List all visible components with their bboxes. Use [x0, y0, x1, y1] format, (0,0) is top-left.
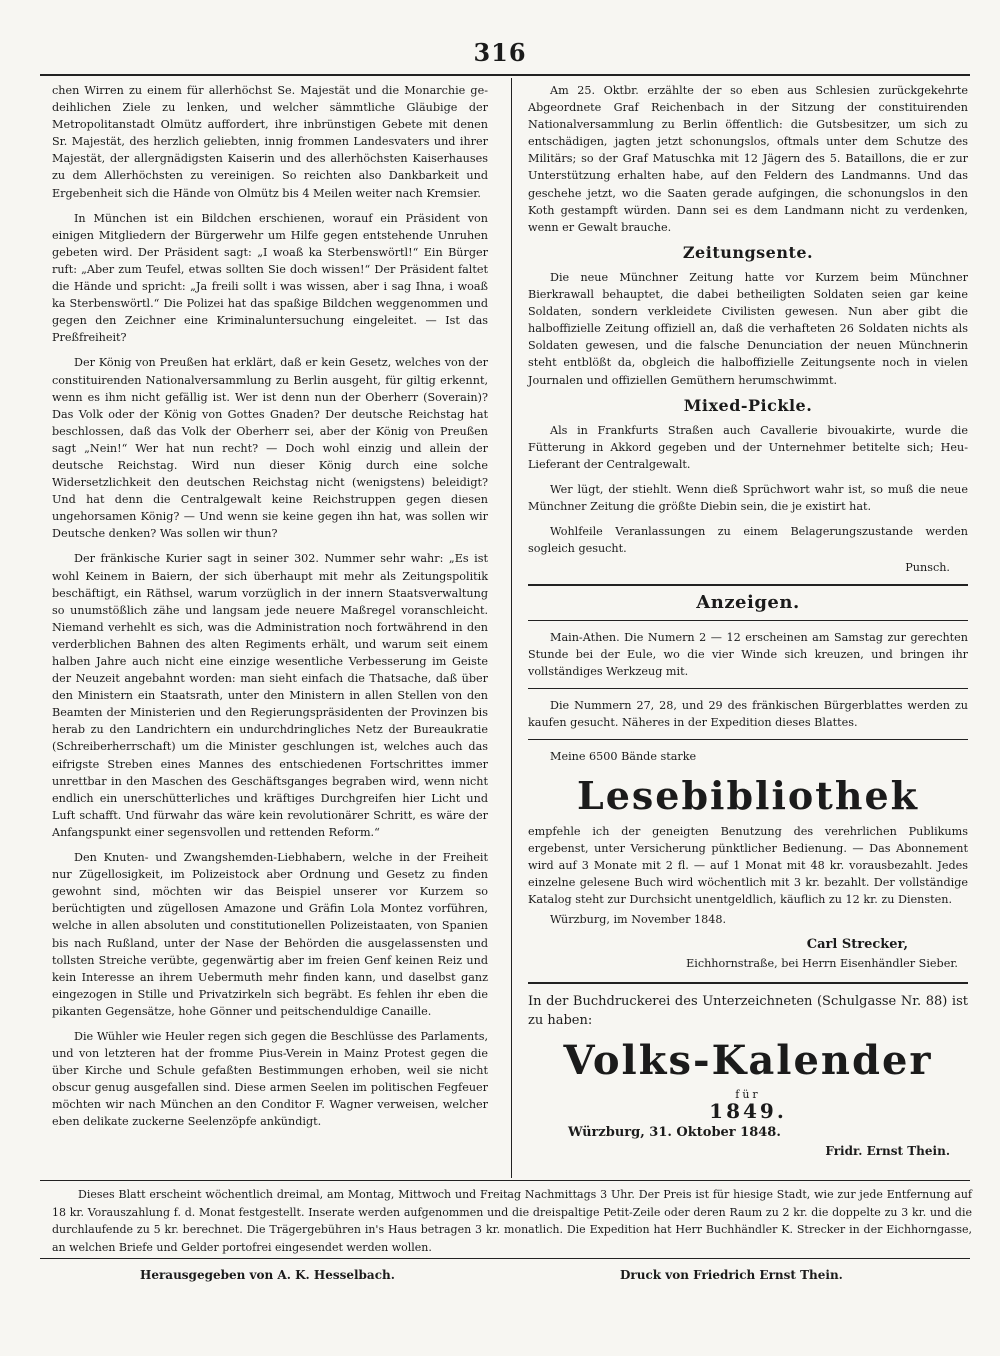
- top-rule: [40, 74, 970, 76]
- advertisement: Main-Athen. Die Numern 2 — 12 erscheinen am Samstag zur gerechten Stunde bei der Eule, wo die vier Winde sich kreuzen, und bringen ihr vollständiges Werkzeug mit.: [528, 630, 968, 678]
- article-paragraph: Der König von Preußen hat erklärt, daß er kein Gesetz, welches von der constituirenden Nationalversammlung zu Berlin ausgeht, für giltig erkennt, wenn es ihm nicht gefällig ist. Wer ist denn nun der Oberherr (Soverain)? Das Volk oder der König von Gottes Gnaden? Der deutsche Reichstag hat beschlossen, daß das Volk der Oberherr sei, aber der König von Preußen sagt „Nein!“ Wer hat nun recht? — Doch wohl einzig und allein der deutsche Reichstag. Wird nun dieser König durch eine solche Widersetzlichkeit den deutschen Reichstag nicht (wenigstens) beleidigt? Und hat denn die Centralgewalt keine Reichstruppen gegen diesen ungehorsamen König? — Und wenn sie keine gegen ihn hat, was sollen wir Deutsche denken? Was sollen wir thun?: [52, 356, 488, 541]
- article-paragraph: Am 25. Oktbr. erzählte der so eben aus Schlesien zurückgekehrte Abgeordnete Graf Reichenbach in der Sitzung der constituirenden Nationalversammlung zu Berlin öffentlich: die Gutsbesitzer, um sich zu entschädigen, jagten jetzt schonungslos, oftmals unter dem Schutze des Militärs; so der Graf Matuschka mit 12 Jägern des 5. Bataillons, die er zur Unterstützung erhalten habe, auf den Feldern des Landmanns. Und das geschehe jetzt, wo die Saaten gerade aufgingen, die schonungslos in den Koth gestampft würden. Dann sei es dem Landmann nicht zu verdenken, wenn er Gewalt brauche.: [528, 84, 968, 234]
- advertisement-intro: Meine 6500 Bände starke: [550, 750, 697, 763]
- page-number: 316: [473, 38, 527, 67]
- article-paragraph: Den Knuten- und Zwangshemden-Liebhabern, welche in der Freiheit nur Zügellosigkeit, im Polizeistock aber Ordnung und Gesetz zu finden gewohnt sind, möchten wir das Beispiel unserer vor Kurzem so berüchtigten und zügellosen Amazone und Gräfin Lola Montez vorführen, welche in allen absoluten und constitutionellen Polizeistaaten, von Spanien bis nach Rußland, unter der Nase der Behörden die ausgelassensten und tollsten Streiche verübte, gegenwärtig aber im freien Genf keinen Reiz und kein Interesse an ihrem Uebermuth mehr finden kann, und daselbst ganz eingezogen in Stille und Privatzirkeln sich begräbt. Es fehlen ihr eben die pikanten Gegensätze, hohe Gönner und peitschenduldige Canaille.: [52, 851, 488, 1018]
- article-paragraph: In München ist ein Bildchen erschienen, worauf ein Präsident von einigen Mitgliedern der Bürgerwehr um Hilfe gegen entstehende Unruhen gebeten wird. Der Präsident sagt: „I woaß ka Sterbenswörtl!“ Ein Bürger ruft: „Aber zum Teufel, etwas sollten Sie doch wissen!“ Der Präsident faltet die Hände und spricht: „Ja freili sollt i was wissen, aber i sag Ihna, i woaß ka Sterbenswörtl.“ Die Polizei hat das spaßige Bildchen weggenommen und gegen den Zeichner eine Kriminaluntersuchung eingeleitet. — Ist das Preßfreiheit?: [52, 211, 488, 345]
- advertiser-name: Carl Strecker,: [806, 936, 908, 952]
- left-column: [52, 82, 488, 1139]
- divider: [528, 584, 968, 586]
- signature: Punsch.: [905, 561, 950, 575]
- footer-rule: [40, 1180, 970, 1181]
- article-paragraph: chen Wirren zu einem für allerhöchst Se. Majestät und die Monarchie ge-deihlichen Ziele zu lenken, und welcher sämmtliche Gläubige der Metropolitanstadt Olmütz auffordert, ihre inbrünstigen Gebete mit denen Sr. Majestät, des herzlich geliebten, innig frommen Landesvaters und ihrer Majestät, der allergnädigsten Kaiserin und des allerhöchsten Kaiserhauses zu dem Allerhöchsten zu vereinigen. So reichten also Dankbarkeit und Ergebenheit sich die Hände von Olmütz bis 4 Meilen weiter nach Kremsier.: [52, 84, 488, 200]
- article-paragraph: Der fränkische Kurier sagt in seiner 302. Nummer sehr wahr: „Es ist wohl Keinem in Baiern, der sich überhaupt mit mehr als Zeitungspolitik beschäftigt, ein Räthsel, warum vorzüglich in der innern Staatsverwaltung so unumstößlich zähe und langsam jede neuere Maßregel voranschleicht. Niemand verhehlt es sich, was die Administration noch fortwährend in den verderblichen Bahnen des alten Regiments erhält, und warum seit einem halben Jahre auch nicht eine einzige wesentliche Verbesserung im Geiste der Neuzeit angebahnt worden: man sieht einfach die Thatsache, daß über den Ministern ein Staatsrath, unter den Ministern in allen Stellen von den Beamten der Ministerien und den Regierungspräsidenten der Provinzen bis herab zu den Landrichtern ein undurchdringliches Netz der Bureaukratie (Schreiberherrschaft) um die Minister geschlungen ist, welches auch das eifrigste Streben eines Mannes des entschiedenen Fortschrittes immer unrettbar in den Maschen des Geschäftsganges begraben wird, wenn nicht endlich ein unerschütterliches und kräftiges Durchgreifen hier Licht und Luft schafft. Und fürwahr das wäre kein revolutionärer Schritt, es wäre der Anfangspunkt einer segensvollen und rettenden Reform.“: [52, 552, 488, 839]
- article-paragraph: Wer lügt, der stiehlt. Wenn dieß Sprüchwort wahr ist, so muß die neue Münchner Zeitung die größte Diebin sein, die je existirt hat.: [528, 482, 968, 514]
- footer-rule: [40, 1258, 970, 1259]
- section-heading-zeitungsente: Zeitungsente.: [682, 242, 814, 262]
- advertisement: empfehle ich der geneigten Benutzung des verehrlichen Publikums ergebenst, unter Versicherung pünktlicher Bedienung. — Das Abonnement wird auf 3 Monate mit 2 fl. — auf 1 Monat mit 48 kr. vorausbezahlt. Jedes einzelne gelesene Buch wird wöchentlich mit 3 kr. bezahlt. Der vollständige Katalog steht zur Durchsicht unentgeldlich, käuflich zu 12 kr. zu Diensten.: [528, 825, 968, 907]
- right-column: [528, 82, 968, 1160]
- divider: [528, 620, 968, 621]
- section-heading-anzeigen: Anzeigen.: [696, 592, 800, 614]
- advertisement: Die Nummern 27, 28, und 29 des fränkischen Bürgerblattes werden zu kaufen gesucht. Näheres in der Expedition dieses Blattes.: [528, 698, 968, 729]
- imprint-publisher: Herausgegeben von A. K. Hesselbach.: [140, 1268, 395, 1282]
- signature: Fridr. Ernst Thein.: [825, 1144, 950, 1159]
- divider: [528, 688, 968, 689]
- advertisement-title-lesebibliothek: Lesebibliothek: [577, 773, 919, 819]
- advertisement-subtitle: für: [735, 1087, 761, 1101]
- place-date: Würzburg, im November 1848.: [550, 912, 727, 926]
- article-paragraph: Die Wühler wie Heuler regen sich gegen die Beschlüsse des Parlaments, und von letzteren hat der fromme Pius-Verein in Mainz Protest gegen die über Kirche und Schule gefaßten Bestimmungen erhoben, weil sie nicht obscur genug ausgefallen sind. Diese armen Seelen im politischen Fegfeuer möchten wir nach München an den Conditor F. Wagner verweisen, welcher eben delikate zuckerne Seelenzöpfe ankündigt.: [52, 1029, 488, 1129]
- advertisement-year: 1849.: [709, 1098, 787, 1123]
- divider: [528, 739, 968, 740]
- place-date: Würzburg, 31. Oktober 1848.: [568, 1125, 781, 1141]
- advertisement-intro: In der Buchdruckerei des Unterzeichneten (Schulgasse Nr. 88) ist zu haben:: [528, 993, 968, 1028]
- section-heading-mixed-pickle: Mixed-Pickle.: [683, 395, 813, 415]
- article-paragraph: Wohlfeile Veranlassungen zu einem Belagerungszustande werden sogleich gesucht.: [528, 525, 968, 556]
- advertiser-address: Eichhornstraße, bei Herrn Eisenhändler Sieber.: [686, 956, 958, 970]
- divider: [528, 982, 968, 984]
- advertisement-title-volks-kalender: Volks-Kalender: [563, 1036, 933, 1084]
- column-rule: [511, 78, 512, 1178]
- imprint-printer: Druck von Friedrich Ernst Thein.: [620, 1268, 843, 1282]
- article-paragraph: Die neue Münchner Zeitung hatte vor Kurzem beim Münchner Bierkrawall behauptet, die dabei betheiligten Soldaten seien gar keine Soldaten, sondern verkleidete Civilisten gewesen. Nun aber gibt die halboffizielle Zeitung offiziell an, daß die verhafteten 26 Soldaten nichts als Soldaten gewesen, und die falsche Denunciation der neuen Münchnerin steht entblößt da, obgleich die halboffizielle Zeitungsente noch in vielen Journalen und offiziellen Gemüthern herumschwimmt.: [528, 270, 968, 387]
- footer-notice: Dieses Blatt erscheint wöchentlich dreimal, am Montag, Mittwoch und Freitag Nachmittags 3 Uhr. Der Preis ist für hiesige Stadt, wie zur jede Entfernung auf 18 kr. Vorauszahlung f. d. Monat festgestellt. Inserate werden aufgenommen und die dreispaltige Petit-Zeile oder deren Raum zu 2 kr. die doppelte zu 3 kr. und die durchlaufende zu 5 kr. berechnet. Die Trägergebühren in's Haus betragen 3 kr. monatlich. Die Expedition hat Herr Buchhändler K. Strecker in der Eichhorngasse, an welchen Briefe und Gelder portofrei eingesendet werden wollen.: [52, 1188, 972, 1254]
- article-paragraph: Als in Frankfurts Straßen auch Cavallerie bivouakirte, wurde die Fütterung in Akkord gegeben und der Unternehmer betitelte sich; Heu-Lieferant der Centralgewalt.: [528, 423, 968, 471]
